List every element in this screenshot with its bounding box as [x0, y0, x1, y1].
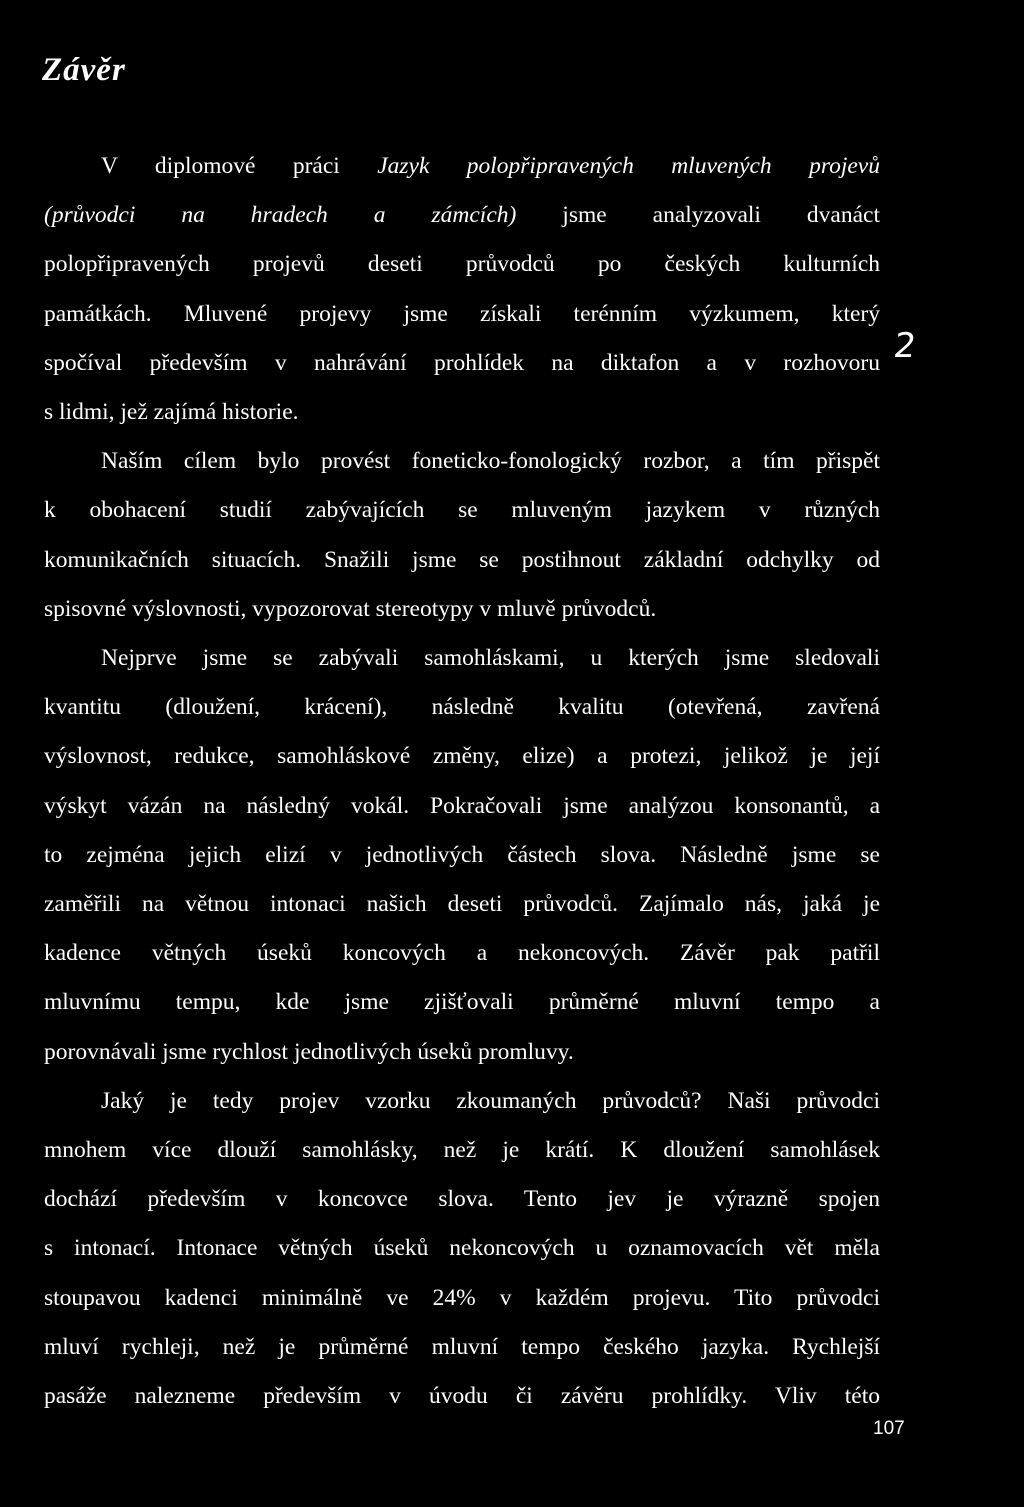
text-line: Jaký je tedy projev vzorku zkoumaných průvodců? Naši průvodci: [101, 1087, 880, 1114]
text-line: pasáže nalezneme především v úvodu či závěru prohlídky. Vliv této: [44, 1383, 880, 1410]
page-number: 107: [873, 1418, 905, 1439]
text-line: památkách. Mluvené projevy jsme získali terénním výzkumem, který: [44, 300, 880, 327]
text-line: s intonací. Intonace větných úseků nekoncových u oznamovacích vět měla: [44, 1235, 880, 1262]
text-line: porovnávali jsme rychlost jednotlivých úseků promluvy.: [44, 1038, 574, 1065]
body-text: [44, 142, 880, 1421]
text-line: polopřipravených projevů deseti průvodců po českých kulturních: [44, 251, 880, 278]
text-line: výskyt vázán na následný vokál. Pokračovali jsme analýzou konsonantů, a: [44, 792, 880, 819]
text-line: to zejména jejich elizí v jednotlivých částech slova. Následně jsme se: [44, 841, 880, 868]
text-line: výslovnost, redukce, samohláskové změny, elize) a protezi, jelikož je její: [44, 743, 880, 770]
thesis-title: (průvodci na hradech a zámcích): [44, 202, 517, 229]
text-line: komunikačních situacích. Snažili jsme se postihnout základní odchylky od: [44, 546, 880, 573]
text-line: kvantitu (dloužení, krácení), následně kvalitu (otevřená, zavřená: [44, 694, 880, 721]
text-line: mnohem více dlouží samohlásky, než je krátí. K dloužení samohlásek: [44, 1137, 880, 1164]
text-line: k obohacení studií zabývajících se mluveným jazykem v různých: [44, 497, 880, 524]
text-line: kadence větných úseků koncových a nekoncových. Závěr pak patřil: [44, 940, 880, 967]
text-line: s lidmi, jež zajímá historie.: [44, 399, 299, 426]
text-line: spočíval především v nahrávání prohlídek na diktafon a v rozhovoru: [44, 349, 880, 376]
handwritten-margin-note: 2: [891, 326, 919, 366]
page-title: Závěr: [42, 52, 126, 88]
text-line: stoupavou kadenci minimálně ve 24% v každém projevu. Tito průvodci: [44, 1284, 880, 1311]
text-line: mluví rychleji, než je průměrné mluvní tempo českého jazyka. Rychlejší: [44, 1333, 880, 1360]
thesis-title: Jazyk polopřipravených mluvených projevů: [377, 153, 880, 179]
text-line: Nejprve jsme se zabývali samohláskami, u kterých jsme sledovali: [101, 645, 880, 672]
text-line: dochází především v koncovce slova. Tento jev je výrazně spojen: [44, 1186, 880, 1213]
text-line: Naším cílem bylo provést foneticko-fonologický rozbor, a tím přispět: [101, 448, 880, 475]
text-line: mluvnímu tempu, kde jsme zjišťovali průměrné mluvní tempo a: [44, 989, 880, 1016]
text-line: spisovné výslovnosti, vypozorovat stereotypy v mluvě průvodců.: [44, 595, 657, 622]
text-line: (průvodci na hradech a zámcích) jsme analyzovali dvanáct: [44, 202, 880, 229]
text-line: V diplomové práci Jazyk polopřipravených mluvených projevů: [101, 153, 880, 179]
text-line: zaměřili na větnou intonaci našich deseti průvodců. Zajímalo nás, jaká je: [44, 891, 880, 918]
